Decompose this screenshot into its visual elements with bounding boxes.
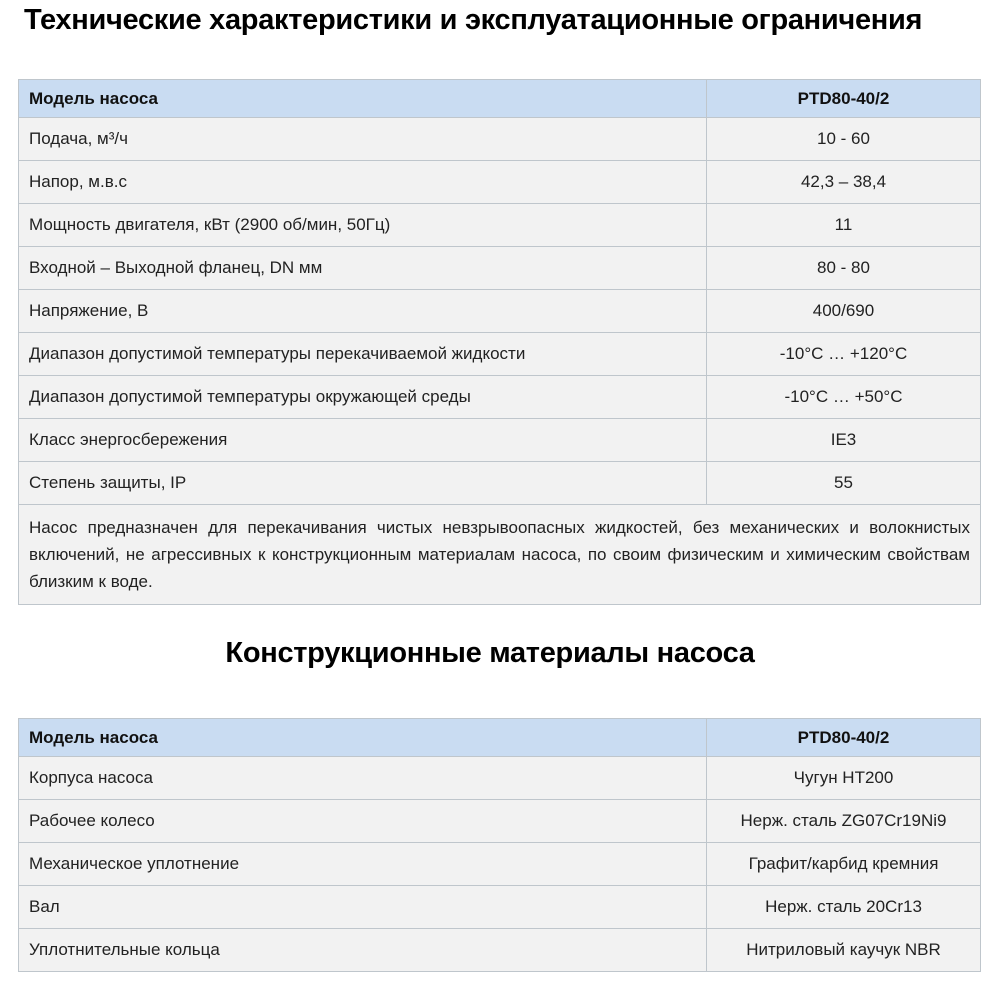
row-value: 400/690: [707, 290, 981, 333]
table-row: [19, 419, 981, 462]
row-value: Нерж. сталь ZG07Cr19Ni9: [707, 800, 981, 843]
materials-table: [18, 718, 981, 972]
row-label: Уплотнительные кольца: [19, 929, 707, 972]
materials-title: Конструкционные материалы насоса: [225, 637, 755, 669]
row-value: Нерж. сталь 20Cr13: [707, 886, 981, 929]
header-model: PTD80-40/2: [707, 80, 981, 118]
row-label: Входной – Выходной фланец, DN мм: [19, 247, 707, 290]
row-value: -10°C … +50°C: [707, 376, 981, 419]
table-row: [19, 462, 981, 505]
table-row: [19, 161, 981, 204]
table-row: [19, 290, 981, 333]
table-header-row: [19, 719, 981, 757]
note-row: [19, 505, 981, 605]
specs-table: [18, 79, 981, 605]
row-label: Подача, м³/ч: [19, 118, 707, 161]
usage-note: Насос предназначен для перекачивания чистых невзрывоопасных жидкостей, без механических и волокнистых включений, не агрессивных к конструкционным материалам насоса, по своим физическим и химическим свойствам близким к воде.: [19, 505, 981, 605]
row-value: 11: [707, 204, 981, 247]
table-row: [19, 376, 981, 419]
row-label: Диапазон допустимой температуры окружающей среды: [19, 376, 707, 419]
row-value: Чугун HT200: [707, 757, 981, 800]
table-row: [19, 247, 981, 290]
header-label: Модель насоса: [19, 80, 707, 118]
specs-title: Технические характеристики и эксплуатационные ограничения: [24, 4, 923, 36]
table-row: [19, 800, 981, 843]
row-label: Класс энергосбережения: [19, 419, 707, 462]
row-value: IE3: [707, 419, 981, 462]
table-row: [19, 333, 981, 376]
row-value: 42,3 – 38,4: [707, 161, 981, 204]
row-label: Диапазон допустимой температуры перекачиваемой жидкости: [19, 333, 707, 376]
row-value: 80 - 80: [707, 247, 981, 290]
header-model: PTD80-40/2: [707, 719, 981, 757]
table-row: [19, 929, 981, 972]
row-value: Графит/карбид кремния: [707, 843, 981, 886]
header-label: Модель насоса: [19, 719, 707, 757]
row-label: Степень защиты, IP: [19, 462, 707, 505]
row-value: -10°C … +120°C: [707, 333, 981, 376]
row-value: 55: [707, 462, 981, 505]
row-label: Напряжение, В: [19, 290, 707, 333]
table-header-row: [19, 80, 981, 118]
row-label: Корпуса насоса: [19, 757, 707, 800]
row-label: Вал: [19, 886, 707, 929]
row-value: Нитриловый каучук NBR: [707, 929, 981, 972]
table-row: [19, 118, 981, 161]
row-label: Рабочее колесо: [19, 800, 707, 843]
table-row: [19, 204, 981, 247]
row-value: 10 - 60: [707, 118, 981, 161]
row-label: Мощность двигателя, кВт (2900 об/мин, 50Гц): [19, 204, 707, 247]
table-row: [19, 757, 981, 800]
row-label: Механическое уплотнение: [19, 843, 707, 886]
row-label: Напор, м.в.с: [19, 161, 707, 204]
table-row: [19, 843, 981, 886]
table-row: [19, 886, 981, 929]
